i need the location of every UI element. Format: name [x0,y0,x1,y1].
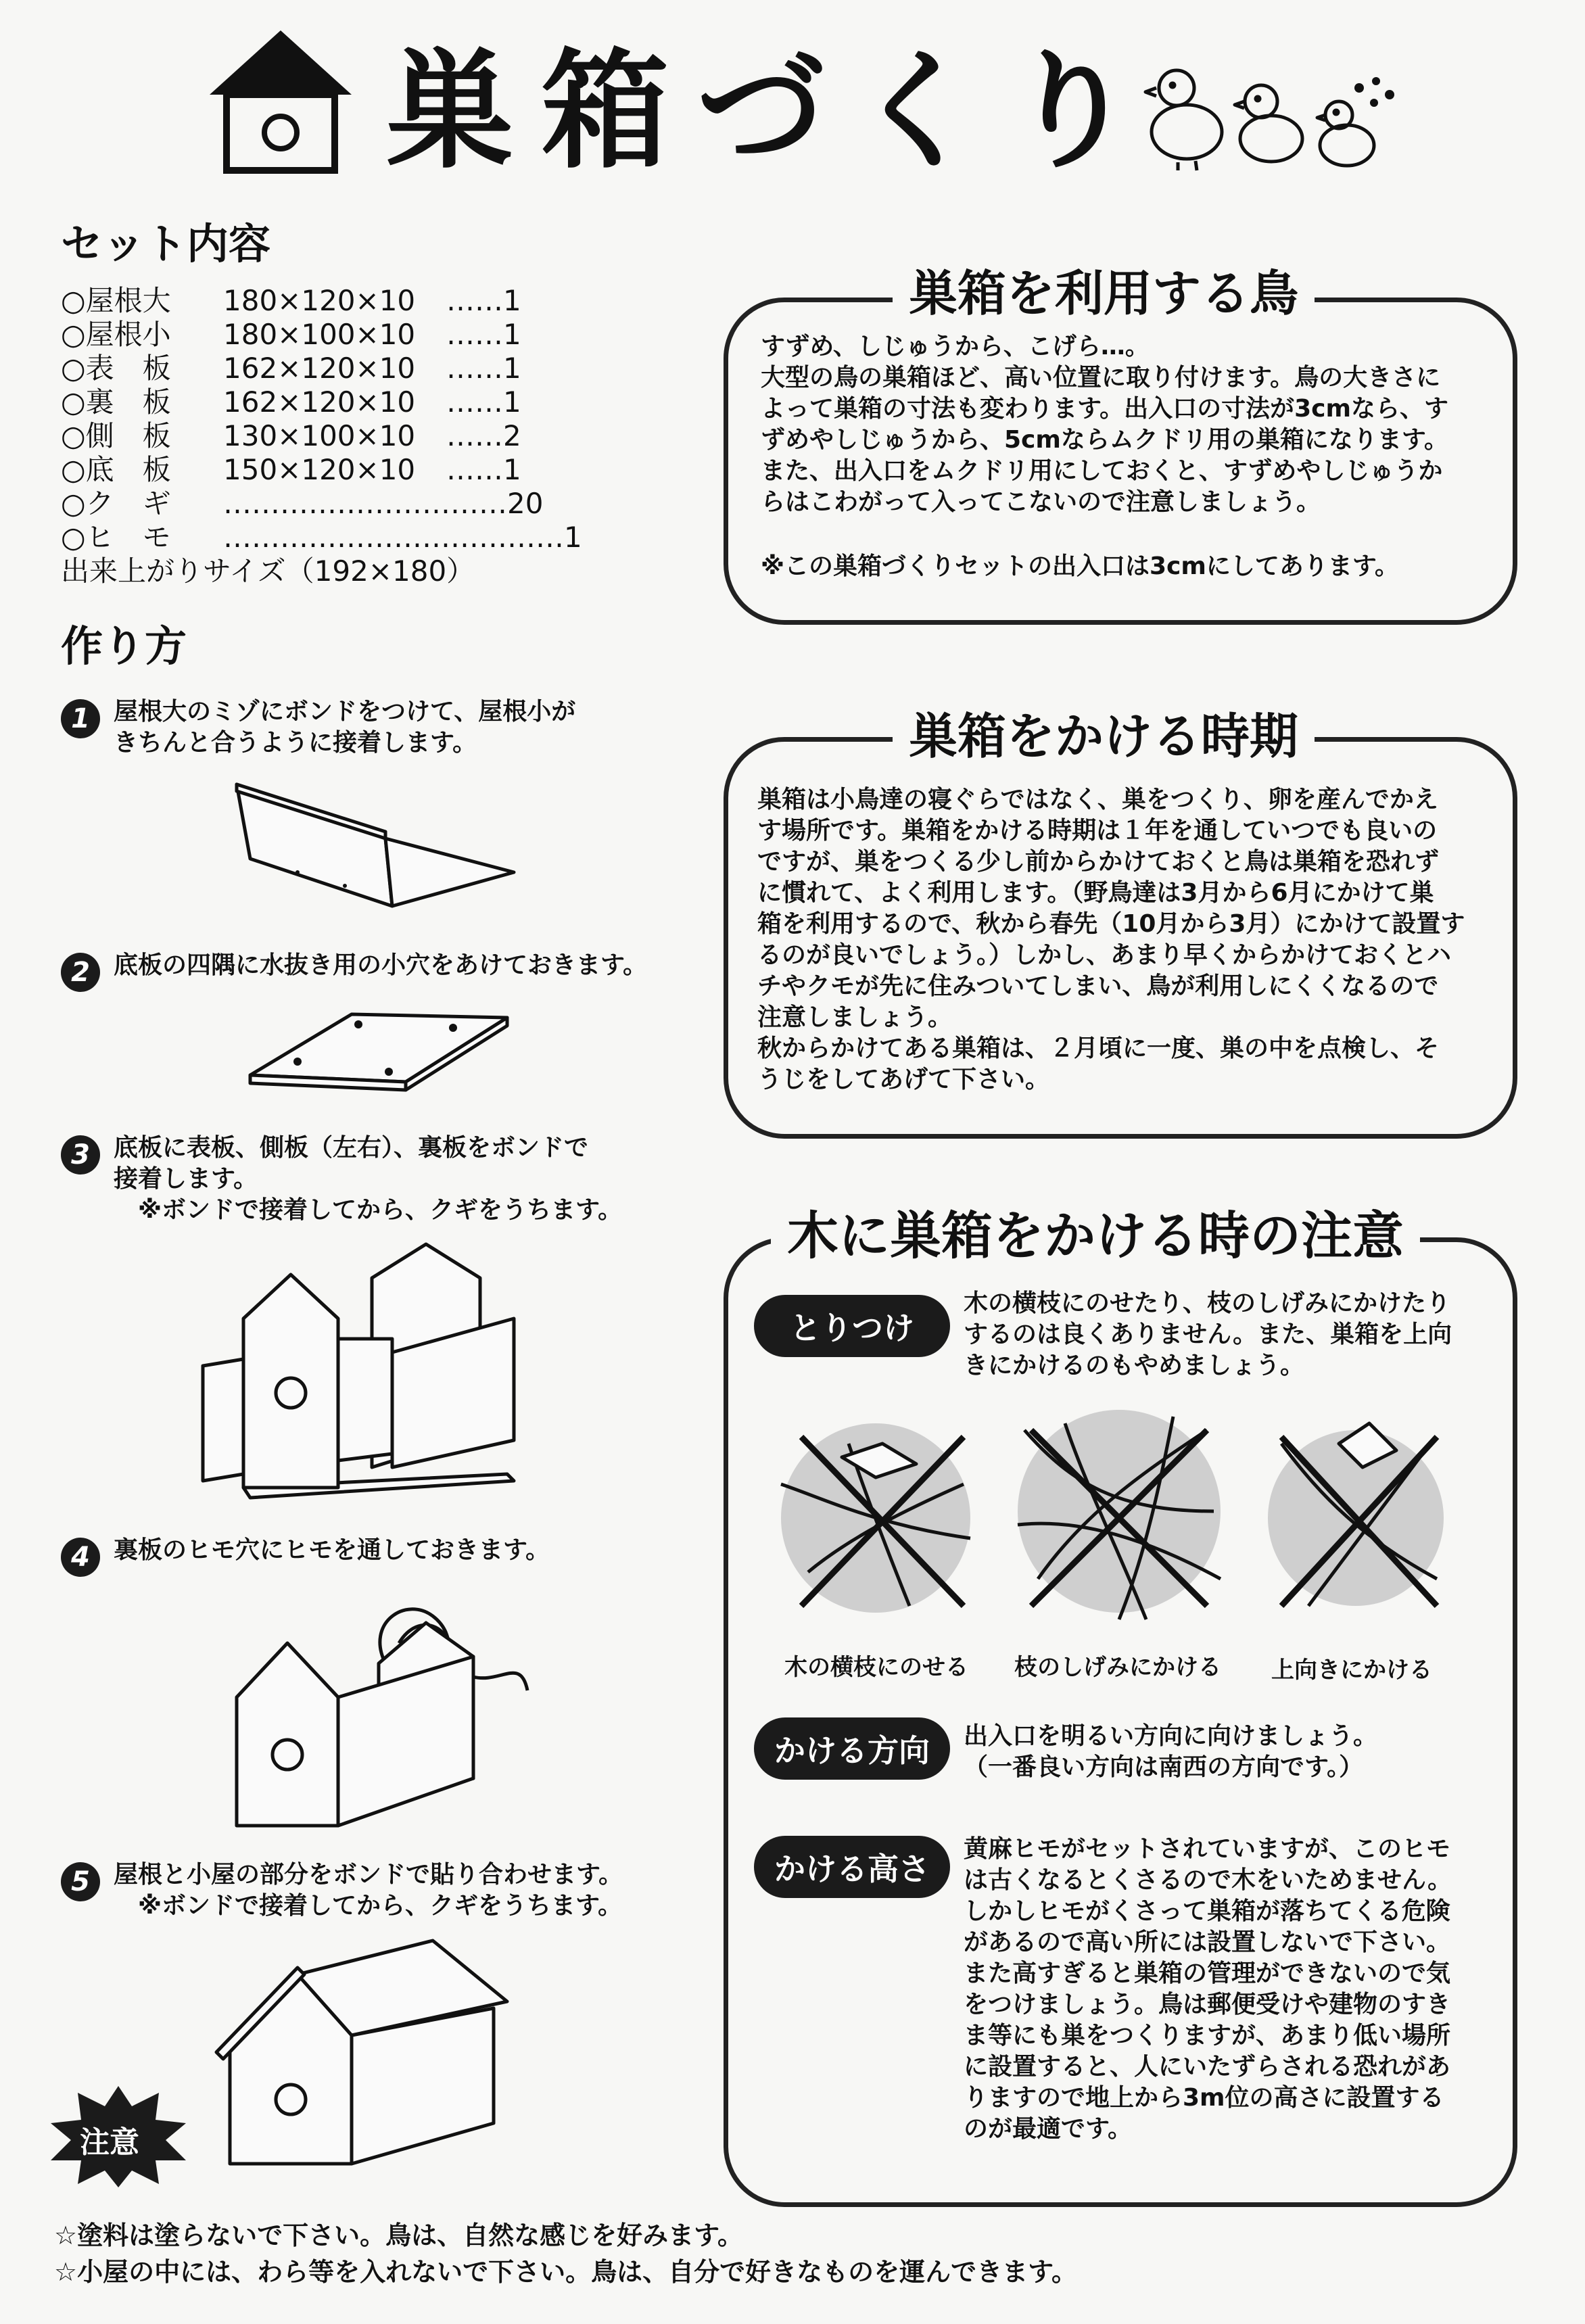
caption-horizontal-branch: 木の横枝にのせる [784,1654,968,1681]
bad-placement-illustrations [767,1403,1464,1646]
timing-box-text: 巣箱は小鳥達の寝ぐらではなく、巣をつくり、卵を産んでかえ す場所です。巣箱をかける時期は１年を通していつでも良いの ですが、巣をつくる少し前からかけておくと鳥は巣箱を恐れず に慣れて、よく利用します。（野鳥達は3月から6月にかけて巣 箱を利用するので、秋から春先（10月から3月）にかけて設置す るのが良いでしょう。）しかし、あまり早くからかけておくとハ チやクモが先に住みついてしまい、鳥が利用しにくくなるので 注意しましょう。 秋からかけてある巣箱は、２月頃に一度、巣の中を点検し、そ うじをしてあげて下さい。 [757,786,1465,1093]
set-contents-list [61,284,582,588]
step-number: 5 [61,1862,100,1901]
birdhouse-logo-icon [206,27,355,176]
notice-line: ☆塗料は塗らないで下さい。鳥は、自然な感じを好みます。 [54,2221,744,2250]
timing-box-heading: 巣箱をかける時期 [893,712,1315,761]
page-title: 巣箱づくり [385,37,1164,186]
step-text: 底板に表板、側板（左右）、裏板をボンドで 接着します。 ※ボンドで接着してから、クギをうちます。 [114,1134,623,1224]
finished-size: 出来上がりサイズ（192×180） [61,554,475,588]
list-item: ○ヒ モ ………………………………1 [61,521,582,554]
height-text: 黄麻ヒモがセットされていますが、このヒモ は古くなるとくさるので木をいためません。 しかしヒモがくさって巣箱が落ちてくる危険 があるので高い所には設置しないで下さい。 また高すぎると巣箱の管理ができないので気 をつけましょう。鳥は郵便受けや建物のすき ま等にも巣をつくりますが、あまり低い場所 に設置すると、人にいたずらされる恐れがあ りますので地上から3m位の高さに設置する のが最適です。 [964,1835,1452,2143]
roof-assembly-illustration [223,771,521,920]
list-item: ○表 板 162×120×10 ……1 [61,352,521,385]
caution-badge-label: 注意 [80,2125,139,2160]
step-text: 屋根と小屋の部分をボンドで貼り合わせます。 ※ボンドで接着してから、クギをうちます。 [114,1861,623,1920]
string-through-back-illustration [230,1582,548,1839]
step-text: 底板の四隅に水抜き用の小穴をあけておきます。 [114,951,648,979]
height-label: かける高さ [754,1836,950,1898]
step-3 [61,1133,622,1226]
how-to-heading: 作り方 [61,621,187,671]
attach-label: とりつけ [754,1295,950,1357]
step-number: 4 [61,1538,100,1577]
horizontal-branch-icon [781,1423,970,1613]
step-4 [61,1535,550,1577]
caption-upward: 上向きにかける [1271,1657,1432,1684]
list-item: ○側 板 130×100×10 ……2 [61,419,521,452]
step-text: 裏板のヒモ穴にヒモを通しておきます。 [114,1536,550,1564]
chicks-illustration-icon [1136,61,1406,176]
direction-label: かける方向 [754,1717,950,1780]
list-item: ○屋根小 180×100×10 ……1 [61,318,521,351]
step-number: 2 [61,953,100,992]
list-item: ○裏 板 162×120×10 ……1 [61,385,521,419]
bottom-board-illustration [243,1007,514,1095]
list-item: ○屋根大 180×120×10 ……1 [61,284,521,317]
step-number: 1 [61,699,100,738]
step-2 [61,950,647,992]
direction-text: 出入口を明るい方向に向けましょう。 （一番良い方向は南西の方向です。） [964,1722,1378,1781]
birds-box-heading: 巣箱を利用する鳥 [893,269,1315,318]
caution-box-heading: 木に巣箱をかける時の注意 [771,1210,1420,1262]
step-1 [61,696,575,759]
dense-branches-icon [1018,1410,1221,1619]
caption-dense-branches: 枝のしげみにかける [1014,1654,1221,1681]
birds-box-text: すずめ、しじゅうから、こげら…。 大型の鳥の巣箱ほど、高い位置に取り付けます。鳥の大きさに よって巣箱の寸法も変わります。出入口の寸法が3cmなら、す ずめやしじゅうから、5cmならムクドリ用の巣箱になります。 また、出入口をムクドリ用にしておくと、すずめやしじゅうか らはこわがって入ってこないので注意しましょう。 [761,333,1449,516]
box-assembly-illustration [196,1237,521,1508]
notice-line: ☆小屋の中には、わら等を入れないで下さい。鳥は、自分で好きなものを運んできます。 [54,2257,1078,2287]
upward-placement-icon [1268,1423,1444,1606]
birds-box-note: ※この巣箱づくりセットの出入口は3cmにしてあります。 [761,552,1400,580]
set-contents-heading: セット内容 [61,219,271,268]
step-text: 屋根大のミゾにボンドをつけて、屋根小が きちんと合うように接着します。 [114,698,576,757]
list-item: ○ク ギ …………………………20 [61,487,544,520]
step-number: 3 [61,1135,100,1175]
list-item: ○底 板 150×120×10 ……1 [61,453,521,486]
attach-text: 木の横枝にのせたり、枝のしげみにかけたり するのは良くありません。また、巣箱を上向 きにかけるのもやめましょう。 [964,1289,1452,1379]
finished-birdhouse-illustration [216,1927,527,2171]
step-5 [61,1859,623,1922]
